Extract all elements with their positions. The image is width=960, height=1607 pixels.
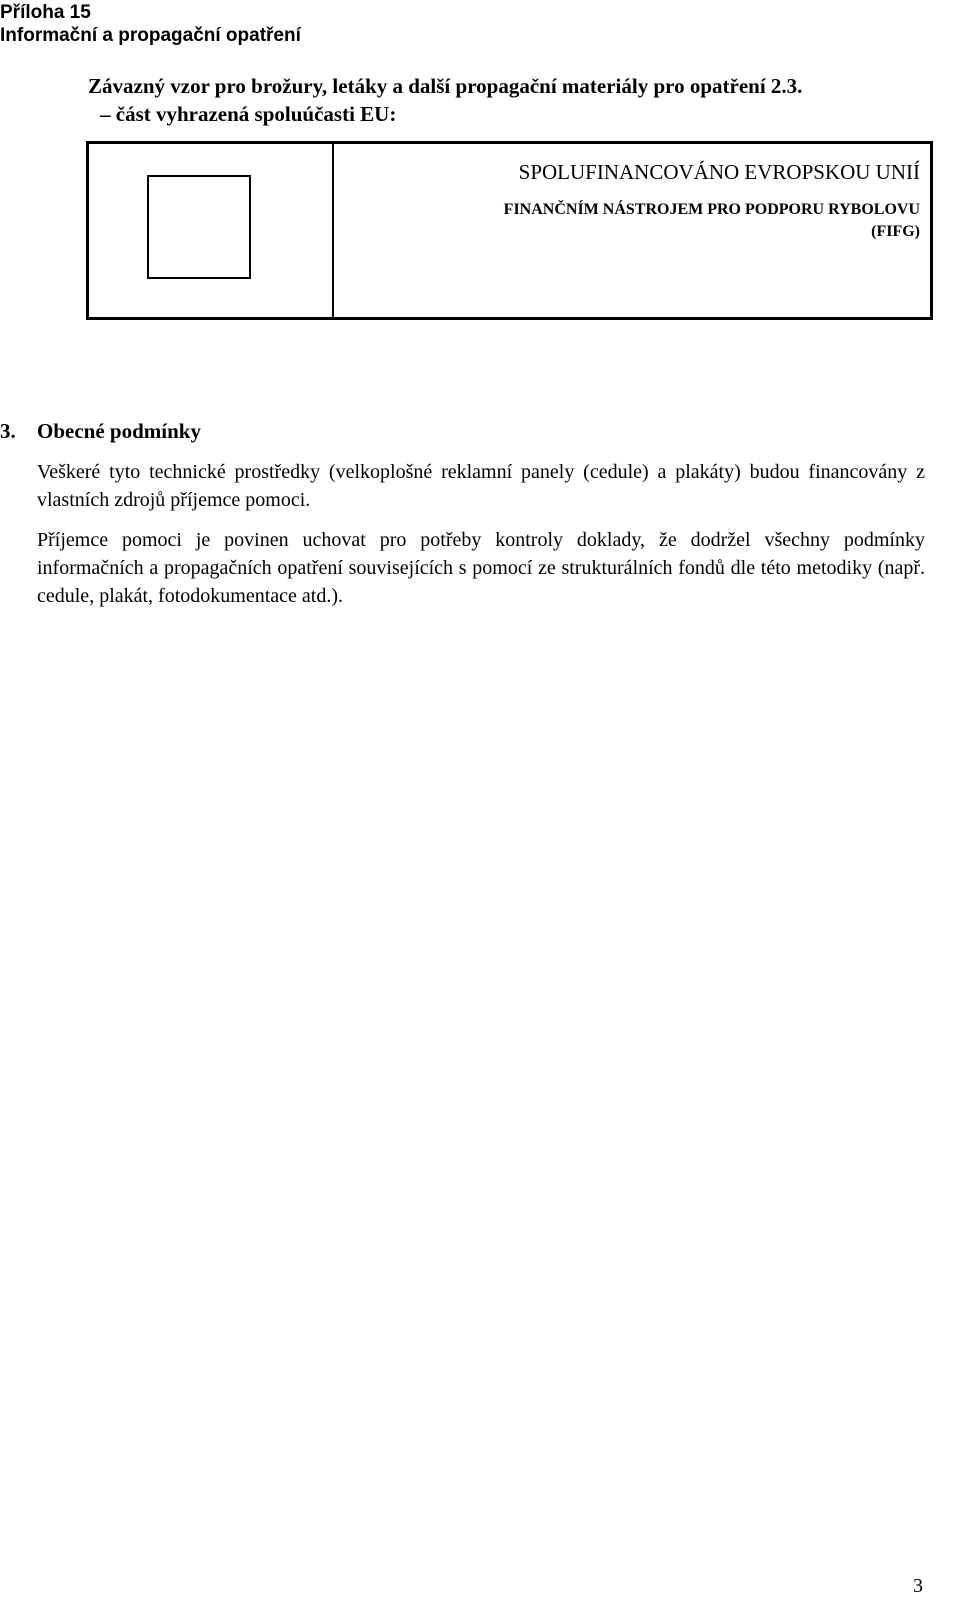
eu-emblem-placeholder	[147, 175, 251, 279]
fund-abbreviation: (FIFG)	[871, 223, 920, 240]
paragraph-obligations: Příjemce pomoci je povinen uchovat pro potřeby kontroly doklady, že dodržel všechny podmínky informačních a propagačních opatření souvisejících s pomocí ze strukturálních fondů dle této metodiky (např. cedule, plakát, fotodokumentace atd.).	[37, 529, 925, 607]
intro-line-1: Závazný vzor pro brožury, letáky a další propagační materiály pro opatření 2.3.	[88, 74, 803, 98]
section-title: Obecné podmínky	[37, 419, 201, 443]
page-number: 3	[913, 1575, 923, 1597]
appendix-subtitle: Informační a propagační opatření	[0, 25, 301, 46]
intro-line-2: – část vyhrazená spoluúčasti EU:	[100, 102, 397, 126]
section-number: 3.	[0, 419, 16, 443]
cofinanced-statement: SPOLUFINANCOVÁNO EVROPSKOU UNIÍ	[518, 160, 920, 184]
eu-publicity-template	[86, 141, 933, 320]
section-heading	[0, 418, 201, 444]
fund-name-line-1: FINANČNÍM NÁSTROJEM PRO PODPORU RYBOLOVU	[503, 201, 920, 218]
appendix-label: Příloha 15	[0, 2, 91, 23]
paragraph-funding: Veškeré tyto technické prostředky (velkoplošné reklamní panely (cedule) a plakáty) budou financovány z vlastních zdrojů příjemce pomoci.	[37, 461, 925, 511]
fund-name	[504, 199, 920, 243]
table-divider	[332, 144, 334, 317]
